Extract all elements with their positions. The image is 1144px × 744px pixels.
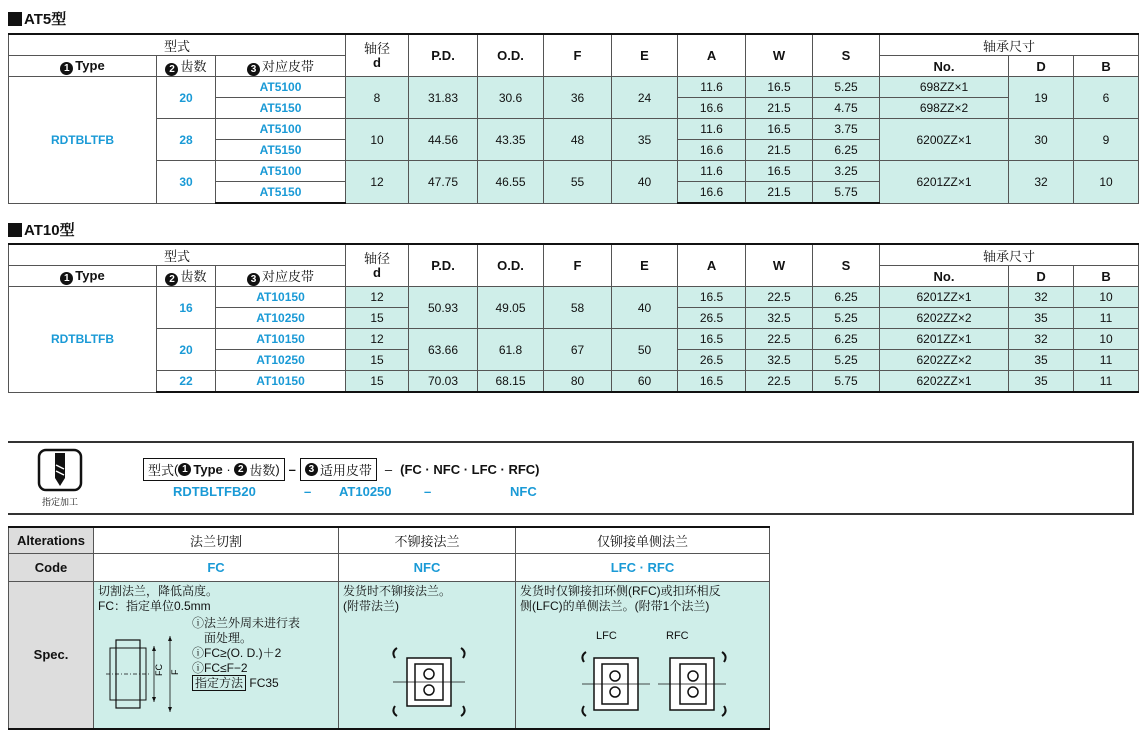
belt-cell: AT5100 bbox=[216, 119, 346, 140]
header-no: No. bbox=[880, 266, 1009, 287]
spec-fc-notes: ⓘ法兰外周未进行表 面处理。 ⓘFC≥(O. D.)＋2 ⓘFC≤F−2 指定方法 FC35 bbox=[192, 615, 301, 690]
belt-cell: AT5150 bbox=[216, 140, 346, 161]
header-shaft: 轴径 d bbox=[346, 244, 409, 287]
header-model: 型式 bbox=[9, 244, 346, 266]
bearing-no-cell: 698ZZ×1 bbox=[880, 77, 1009, 98]
belt-cell: AT10250 bbox=[216, 308, 346, 329]
header-bb: B bbox=[1074, 56, 1139, 77]
w-cell: 32.5 bbox=[746, 308, 813, 329]
bearing-d-cell: 30 bbox=[1009, 119, 1074, 161]
s-cell: 6.25 bbox=[813, 287, 880, 308]
od-cell: 49.05 bbox=[478, 287, 544, 329]
a-cell: 11.6 bbox=[678, 119, 746, 140]
a-cell: 26.5 bbox=[678, 308, 746, 329]
shaft-cell: 12 bbox=[346, 161, 409, 204]
at5-section-title: AT5型 bbox=[8, 8, 66, 29]
header-pd: P.D. bbox=[409, 34, 478, 77]
header-pd: P.D. bbox=[409, 244, 478, 287]
spec-fc-line-1: 切割法兰，降低高度。 bbox=[98, 583, 219, 598]
w-cell: 32.5 bbox=[746, 350, 813, 371]
note-line-2: 面处理。 bbox=[204, 630, 253, 645]
w-cell: 16.5 bbox=[746, 161, 813, 182]
s-cell: 3.75 bbox=[813, 119, 880, 140]
spec-fc bbox=[94, 581, 339, 729]
pd-cell: 47.75 bbox=[409, 161, 478, 204]
e-cell: 40 bbox=[612, 287, 678, 329]
bearing-b-cell: 10 bbox=[1074, 161, 1139, 204]
header-e: E bbox=[612, 244, 678, 287]
note-icon: ⓘ bbox=[192, 615, 205, 630]
formula-dash-2: – bbox=[384, 462, 393, 477]
code-fc: FC bbox=[94, 553, 339, 581]
header-bd: D bbox=[1009, 266, 1074, 287]
a-cell: 26.5 bbox=[678, 350, 746, 371]
icon-label: 指定加工 bbox=[41, 497, 78, 507]
belt-cell: AT5100 bbox=[216, 161, 346, 182]
no-rivet-flange-diagram bbox=[389, 642, 469, 722]
header-type: 1 Type bbox=[9, 266, 157, 287]
s-cell: 6.25 bbox=[813, 329, 880, 350]
rfc-label: RFC bbox=[666, 629, 689, 642]
bearing-d-cell: 32 bbox=[1009, 287, 1074, 308]
e-cell: 35 bbox=[612, 119, 678, 161]
pd-cell: 70.03 bbox=[409, 371, 478, 393]
note-icon: ⓘ bbox=[192, 660, 205, 675]
bearing-no-cell: 6201ZZ×1 bbox=[880, 161, 1009, 204]
s-cell: 6.25 bbox=[813, 140, 880, 161]
code-label: Code bbox=[9, 553, 94, 581]
formula-model-box: 型式 ( 1 Type · 2 齿数 ) bbox=[143, 458, 285, 481]
method-label: 指定方法 bbox=[192, 675, 246, 691]
bearing-d-cell: 32 bbox=[1009, 329, 1074, 350]
header-e: E bbox=[612, 34, 678, 77]
header-od: O.D. bbox=[478, 244, 544, 287]
header-shaft: 轴径 d bbox=[346, 34, 409, 77]
bearing-b-cell: 11 bbox=[1074, 308, 1139, 329]
a-cell: 16.5 bbox=[678, 329, 746, 350]
teeth-cell: 22 bbox=[157, 371, 216, 393]
dim-f-label: F bbox=[170, 669, 180, 675]
bearing-b-cell: 11 bbox=[1074, 350, 1139, 371]
e-cell: 50 bbox=[612, 329, 678, 371]
shaft-cell: 15 bbox=[346, 308, 409, 329]
bearing-b-cell: 6 bbox=[1074, 77, 1139, 119]
bearing-no-cell: 698ZZ×2 bbox=[880, 98, 1009, 119]
custom-processing-icon-block bbox=[30, 448, 90, 508]
code-nfc: NFC bbox=[339, 553, 516, 581]
header-bd: D bbox=[1009, 56, 1074, 77]
header-belt: 3 对应皮带 bbox=[216, 266, 346, 287]
header-type: 1 Type bbox=[9, 56, 157, 77]
teeth-cell: 28 bbox=[157, 119, 216, 161]
formula-options: (FC · NFC · LFC · RFC) bbox=[400, 462, 540, 477]
shaft-cell: 12 bbox=[346, 329, 409, 350]
order-formula bbox=[143, 458, 540, 481]
spec-lfc-rfc bbox=[516, 581, 770, 729]
s-cell: 5.75 bbox=[813, 182, 880, 204]
example-belt: AT10250 bbox=[339, 484, 392, 499]
bearing-no-cell: 6202ZZ×2 bbox=[880, 350, 1009, 371]
bearing-no-cell: 6201ZZ×1 bbox=[880, 329, 1009, 350]
table-row bbox=[9, 329, 1139, 350]
table-row bbox=[9, 119, 1139, 140]
f-cell: 55 bbox=[544, 161, 612, 204]
rfc-flange-diagram bbox=[656, 642, 728, 726]
w-cell: 22.5 bbox=[746, 287, 813, 308]
shaft-cell: 15 bbox=[346, 371, 409, 393]
pd-cell: 50.93 bbox=[409, 287, 478, 329]
alterations-label: Alterations bbox=[9, 527, 94, 553]
e-cell: 24 bbox=[612, 77, 678, 119]
bearing-b-cell: 10 bbox=[1074, 329, 1139, 350]
a-cell: 16.6 bbox=[678, 98, 746, 119]
alt-name-lfc-rfc: 仅铆接单侧法兰 bbox=[516, 527, 770, 553]
table-row bbox=[9, 287, 1139, 308]
note-icon: ⓘ bbox=[192, 645, 205, 660]
spec-lfc-line-2: 侧(LFC)的单侧法兰。(附带1个法兰) bbox=[520, 598, 710, 613]
drill-tool-icon bbox=[37, 448, 83, 492]
header-w: W bbox=[746, 244, 813, 287]
formula-belt-box: 3 适用皮带 bbox=[300, 458, 377, 481]
od-cell: 46.55 bbox=[478, 161, 544, 204]
pd-cell: 31.83 bbox=[409, 77, 478, 119]
a-cell: 16.5 bbox=[678, 287, 746, 308]
example-dash-2: – bbox=[424, 484, 432, 499]
header-bearing: 轴承尺寸 bbox=[880, 34, 1139, 56]
belt-cell: AT10250 bbox=[216, 350, 346, 371]
od-cell: 61.8 bbox=[478, 329, 544, 371]
header-no: No. bbox=[880, 56, 1009, 77]
w-cell: 22.5 bbox=[746, 371, 813, 393]
example-model: RDTBLTFB20 bbox=[173, 484, 256, 499]
bearing-d-cell: 32 bbox=[1009, 161, 1074, 204]
header-model: 型式 bbox=[9, 34, 346, 56]
teeth-cell: 20 bbox=[157, 329, 216, 371]
bearing-d-cell: 35 bbox=[1009, 350, 1074, 371]
header-s: S bbox=[813, 34, 880, 77]
f-cell: 58 bbox=[544, 287, 612, 329]
alt-name-fc: 法兰切割 bbox=[94, 527, 339, 553]
belt-cell: AT10150 bbox=[216, 287, 346, 308]
alterations-table bbox=[8, 526, 770, 730]
shaft-cell: 15 bbox=[346, 350, 409, 371]
header-belt: 3 对应皮带 bbox=[216, 56, 346, 77]
pd-cell: 63.66 bbox=[409, 329, 478, 371]
f-cell: 48 bbox=[544, 119, 612, 161]
belt-cell: AT5100 bbox=[216, 77, 346, 98]
shaft-cell: 12 bbox=[346, 287, 409, 308]
teeth-cell: 16 bbox=[157, 287, 216, 329]
a-cell: 11.6 bbox=[678, 77, 746, 98]
od-cell: 30.6 bbox=[478, 77, 544, 119]
a-cell: 16.5 bbox=[678, 371, 746, 393]
bearing-d-cell: 35 bbox=[1009, 308, 1074, 329]
at5-spec-table bbox=[8, 33, 1139, 204]
s-cell: 5.75 bbox=[813, 371, 880, 393]
at10-section-title: AT10型 bbox=[8, 219, 75, 240]
formula-dash-1: – bbox=[288, 462, 296, 477]
header-a: A bbox=[678, 34, 746, 77]
spec-nfc bbox=[339, 581, 516, 729]
example-option: NFC bbox=[510, 484, 537, 499]
a-cell: 11.6 bbox=[678, 161, 746, 182]
belt-cell: AT10150 bbox=[216, 329, 346, 350]
table-row bbox=[9, 371, 1139, 393]
f-cell: 67 bbox=[544, 329, 612, 371]
f-cell: 80 bbox=[544, 371, 612, 393]
shaft-cell: 10 bbox=[346, 119, 409, 161]
lfc-label: LFC bbox=[596, 629, 617, 642]
s-cell: 5.25 bbox=[813, 350, 880, 371]
s-cell: 5.25 bbox=[813, 77, 880, 98]
bearing-no-cell: 6201ZZ×1 bbox=[880, 287, 1009, 308]
bearing-no-cell: 6200ZZ×1 bbox=[880, 119, 1009, 161]
teeth-cell: 30 bbox=[157, 161, 216, 204]
header-s: S bbox=[813, 244, 880, 287]
w-cell: 16.5 bbox=[746, 77, 813, 98]
at10-spec-table bbox=[8, 243, 1139, 393]
f-cell: 36 bbox=[544, 77, 612, 119]
type-cell: RDTBLTFB bbox=[9, 287, 157, 393]
bearing-d-cell: 35 bbox=[1009, 371, 1074, 393]
spec-lfc-line-1: 发货时仅铆接扣环侧(RFC)或扣环相反 bbox=[520, 583, 721, 598]
bearing-no-cell: 6202ZZ×2 bbox=[880, 308, 1009, 329]
header-f: F bbox=[544, 244, 612, 287]
belt-cell: AT10150 bbox=[216, 371, 346, 393]
table-row bbox=[9, 77, 1139, 98]
header-bb: B bbox=[1074, 266, 1139, 287]
header-teeth: 2 齿数 bbox=[157, 56, 216, 77]
header-bearing: 轴承尺寸 bbox=[880, 244, 1139, 266]
teeth-cell: 20 bbox=[157, 77, 216, 119]
e-cell: 40 bbox=[612, 161, 678, 204]
dim-fc-label: FC bbox=[154, 663, 164, 676]
alt-name-nfc: 不铆接法兰 bbox=[339, 527, 516, 553]
a-cell: 16.6 bbox=[678, 140, 746, 161]
w-cell: 22.5 bbox=[746, 329, 813, 350]
header-od: O.D. bbox=[478, 34, 544, 77]
header-a: A bbox=[678, 244, 746, 287]
table-row bbox=[9, 161, 1139, 182]
belt-cell: AT5150 bbox=[216, 98, 346, 119]
w-cell: 21.5 bbox=[746, 98, 813, 119]
shaft-cell: 8 bbox=[346, 77, 409, 119]
spec-label: Spec. bbox=[9, 581, 94, 729]
e-cell: 60 bbox=[612, 371, 678, 393]
example-dash-1: – bbox=[304, 484, 312, 499]
bearing-b-cell: 10 bbox=[1074, 287, 1139, 308]
bearing-b-cell: 9 bbox=[1074, 119, 1139, 161]
spec-nfc-line-1: 发货时不铆接法兰。 bbox=[343, 583, 452, 598]
lfc-flange-diagram bbox=[580, 642, 652, 726]
od-cell: 43.35 bbox=[478, 119, 544, 161]
belt-cell: AT5150 bbox=[216, 182, 346, 204]
bearing-no-cell: 6202ZZ×1 bbox=[880, 371, 1009, 393]
method-value: FC35 bbox=[249, 675, 279, 690]
type-cell: RDTBLTFB bbox=[9, 77, 157, 204]
pd-cell: 44.56 bbox=[409, 119, 478, 161]
a-cell: 16.6 bbox=[678, 182, 746, 204]
flange-cut-diagram bbox=[100, 626, 190, 722]
header-w: W bbox=[746, 34, 813, 77]
s-cell: 3.25 bbox=[813, 161, 880, 182]
w-cell: 21.5 bbox=[746, 140, 813, 161]
w-cell: 16.5 bbox=[746, 119, 813, 140]
header-teeth: 2 齿数 bbox=[157, 266, 216, 287]
od-cell: 68.15 bbox=[478, 371, 544, 393]
s-cell: 5.25 bbox=[813, 308, 880, 329]
spec-nfc-line-2: (附带法兰) bbox=[343, 598, 399, 613]
s-cell: 4.75 bbox=[813, 98, 880, 119]
bearing-b-cell: 11 bbox=[1074, 371, 1139, 393]
bearing-d-cell: 19 bbox=[1009, 77, 1074, 119]
code-lfc-rfc: LFC · RFC bbox=[516, 553, 770, 581]
spec-fc-line-2: FC：指定单位0.5mm bbox=[98, 598, 211, 613]
header-f: F bbox=[544, 34, 612, 77]
w-cell: 21.5 bbox=[746, 182, 813, 204]
